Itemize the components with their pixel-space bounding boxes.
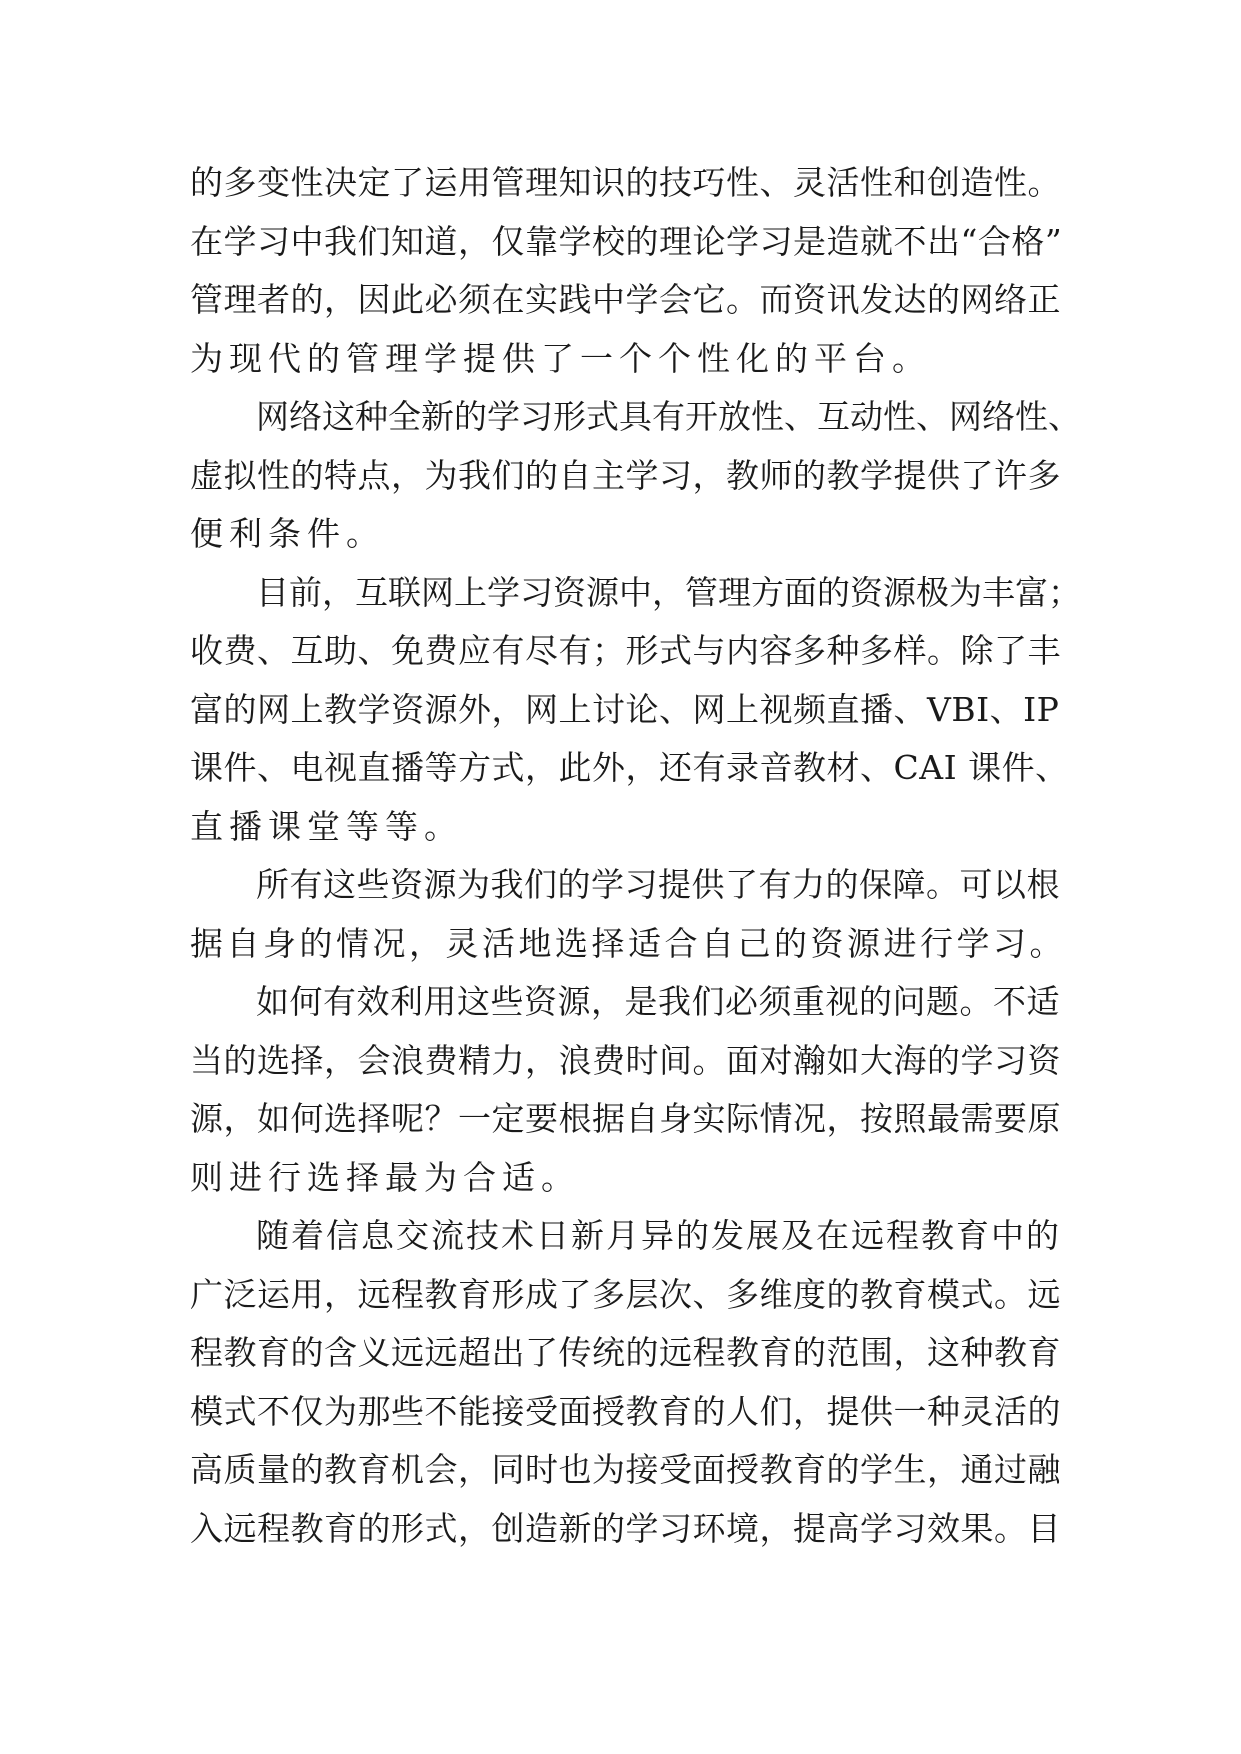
text-line: 为现代的管理学提供了一个个性化的平台。 [190,338,931,378]
paragraph-first-line: 随着信息交流技术日新月异的发展及在远程教育中的 [256,1216,1061,1255]
text-line: 直播课堂等等。 [190,806,463,846]
text-line: 富的网上教学资源外，网上讨论、网上视频直播、VBI、IP [190,689,1060,729]
text-line: 高质量的教育机会，同时也为接受面授教育的学生，通过融 [190,1450,1061,1489]
text-line: 在学习中我们知道，仅靠学校的理论学习是造就不出“合格” [190,221,1063,261]
text-line: 便利条件。 [190,514,385,553]
text-line: 广泛运用，远程教育形成了多层次、多维度的教育模式。远 [190,1274,1061,1314]
paragraph-first-line: 网络这种全新的学习形式具有开放性、互动性、网络性、 [256,397,1081,436]
text-line: 当的选择，会浪费精力，浪费时间。面对瀚如大海的学习资 [190,1040,1061,1080]
text-line: 管理者的，因此必须在实践中学会它。而资讯发达的网络正 [190,280,1061,319]
text-line: 的多变性决定了运用管理知识的技巧性、灵活性和创造性。 [190,163,1061,202]
text-line: 则进行选择最为合适。 [190,1157,580,1197]
text-line: 模式不仅为那些不能接受面授教育的人们，提供一种灵活的 [190,1391,1061,1431]
paragraph-first-line: 目前，互联网上学习资源中，管理方面的资源极为丰富； [256,572,1081,612]
text-line: 据自身的情况，灵活地选择适合自己的资源进行学习。 [190,923,1066,963]
paragraph-first-line: 如何有效利用这些资源，是我们必须重视的问题。不适 [256,982,1060,1021]
text-line: 课件、电视直播等方式，此外，还有录音教材、CAI 课件、 [190,748,1069,787]
text-line: 程教育的含义远远超出了传统的远程教育的范围，这种教育 [190,1333,1061,1372]
text-line: 收费、互助、免费应有尽有；形式与内容多种多样。除了丰 [190,631,1061,670]
text-line: 虚拟性的特点，为我们的自主学习，教师的教学提供了许多 [190,455,1061,495]
text-line: 入远程教育的形式，创造新的学习环境，提高学习效果。目 [190,1508,1061,1548]
document-body [190,154,1081,1558]
paragraph-first-line: 所有这些资源为我们的学习提供了有力的保障。可以根 [256,865,1060,904]
text-line: 源，如何选择呢？一定要根据自身实际情况，按照最需要原 [190,1099,1061,1138]
